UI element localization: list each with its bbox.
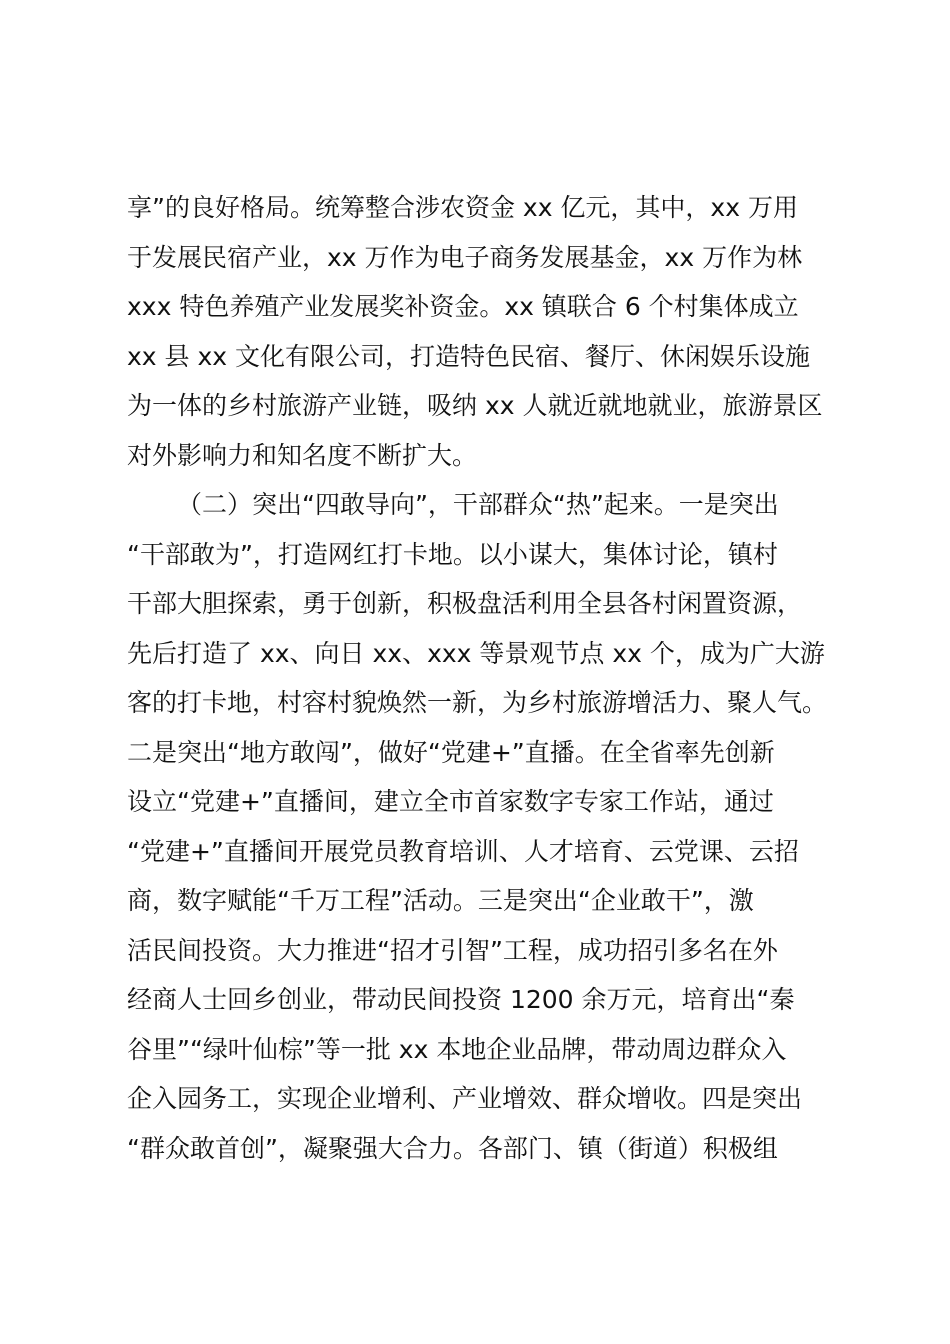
text-line: “干部敢为”，打造网红打卡地。以小谋大，集体讨论，镇村 [127, 539, 778, 569]
text-line: 商，数字赋能“千万工程”活动。三是突出“企业敢干”，激 [127, 886, 754, 915]
text-line: 设立“党建+”直播间，建立全市首家数字专家工作站，通过 [127, 787, 774, 816]
text-line: “党建+”直播间开展党员教育培训、人才培育、云党课、云招 [127, 836, 799, 866]
text-line: 谷里”“绿叶仙棕”等一批 xx 本地企业品牌，带动周边群众入 [127, 1034, 787, 1064]
text-line: 经商人士回乡创业，带动民间投资 1200 余万元，培育出“秦 [127, 985, 795, 1014]
text-line: 客的打卡地，村容村貌焕然一新，为乡村旅游增活力、聚人气。 [127, 688, 828, 717]
text-line: 干部大胆探索，勇于创新，积极盘活利用全县各村闲置资源， [127, 589, 803, 618]
text-line: xx 县 xx 文化有限公司，打造特色民宿、餐厅、休闲娱乐设施 [127, 341, 811, 371]
text-line: xxx 特色养殖产业发展奖补资金。xx 镇联合 6 个村集体成立 [127, 292, 799, 321]
text-line: 活民间投资。大力推进“招才引智”工程，成功招引多名在外 [127, 935, 778, 965]
text-line: 先后打造了 xx、向日 xx、xxx 等景观节点 xx 个，成为广大游 [127, 638, 825, 668]
text-line: 为一体的乡村旅游产业链，吸纳 xx 人就近就地就业，旅游景区 [127, 391, 823, 420]
body-text [127, 183, 847, 1173]
text-line: 二是突出“地方敢闯”，做好“党建+”直播。在全省率先创新 [127, 737, 775, 767]
text-line: “群众敢首创”，凝聚强大合力。各部门、镇（街道）积极组 [127, 1133, 778, 1163]
text-line: 于发展民宿产业，xx 万作为电子商务发展基金，xx 万作为林 [127, 242, 803, 272]
paragraph-start-line: （二）突出“四敢导向”，干部群众“热”起来。一是突出 [177, 490, 779, 519]
text-line: 企入园务工，实现企业增利、产业增效、群众增收。四是突出 [127, 1084, 803, 1113]
text-line: 对外影响力和知名度不断扩大。 [127, 440, 478, 470]
text-line: 享”的良好格局。统筹整合涉农资金 xx 亿元，其中，xx 万用 [127, 193, 798, 222]
